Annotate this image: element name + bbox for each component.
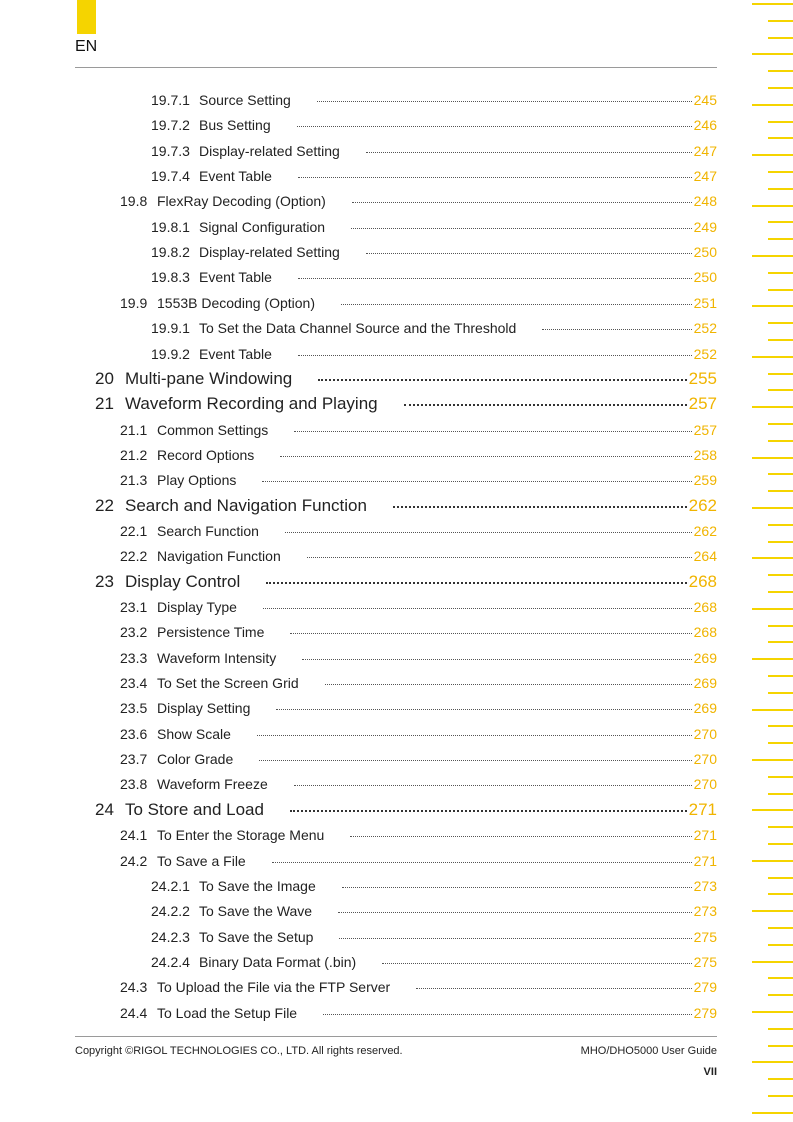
toc-dot-leader [338, 912, 692, 913]
edge-tick [768, 893, 793, 895]
edge-tick [768, 490, 793, 492]
toc-entry-page[interactable]: 247 [693, 168, 717, 185]
toc-entry-title: Event Table [199, 168, 272, 185]
toc-entry-number: 24.2.2 [151, 903, 190, 920]
toc-entry-title: Color Grade [157, 751, 234, 768]
edge-tick [768, 994, 793, 996]
toc-entry-title: To Store and Load [125, 799, 264, 819]
toc-entry-title: To Save the Setup [199, 928, 314, 945]
toc-entry-page[interactable]: 269 [693, 700, 717, 717]
edge-tick [768, 692, 793, 694]
toc-dot-leader [294, 431, 691, 432]
edge-tick [768, 37, 793, 39]
toc-entry-number: 24.1 [120, 827, 148, 844]
toc-dot-leader [280, 456, 691, 457]
toc-entry[interactable] [120, 650, 717, 666]
toc-entry-number: 21 [95, 394, 114, 414]
edge-tick [768, 238, 793, 240]
edge-tick [752, 3, 793, 5]
edge-tick [768, 87, 793, 89]
toc-dot-leader [262, 481, 691, 482]
toc-entry-page[interactable]: 275 [693, 953, 717, 970]
toc-entry-title: Navigation Function [157, 548, 281, 565]
edge-tick [768, 373, 793, 375]
toc-entry-page[interactable]: 269 [693, 675, 717, 692]
toc-entry-page[interactable]: 252 [693, 320, 717, 337]
edge-tick [768, 423, 793, 425]
edge-tick [768, 121, 793, 123]
toc-entry-page[interactable]: 268 [693, 599, 717, 615]
toc-dot-leader [339, 938, 691, 939]
edge-tick [752, 658, 793, 660]
toc-entry-page[interactable]: 279 [693, 1004, 717, 1021]
toc-entry-number: 22.1 [120, 522, 148, 539]
toc-dot-leader [352, 202, 692, 203]
toc-entry[interactable] [151, 903, 717, 919]
toc-entry[interactable] [120, 675, 717, 691]
toc-entry-number: 19.8 [120, 193, 148, 210]
toc-dot-leader [298, 355, 692, 356]
toc-dot-leader [341, 304, 692, 305]
toc-entry[interactable] [95, 572, 717, 592]
toc-entry-number: 19.7.1 [151, 92, 190, 108]
toc-entry-title: Play Options [157, 472, 237, 489]
toc-entry-title: 1553B Decoding (Option) [157, 294, 315, 311]
toc-entry-number: 19.7.2 [151, 117, 190, 134]
edge-tick [768, 473, 793, 475]
toc-entry-title: Binary Data Format (.bin) [199, 953, 357, 970]
edge-tick [768, 826, 793, 828]
toc-entry[interactable] [120, 751, 717, 767]
toc-entry-number: 21.2 [120, 446, 148, 463]
toc-dot-leader [272, 862, 692, 863]
edge-tick [768, 675, 793, 677]
guide-title: MHO/DHO5000 User Guide [580, 1045, 717, 1057]
edge-tick [768, 944, 793, 946]
toc-entry-page[interactable]: 258 [693, 446, 717, 463]
edge-tick [768, 793, 793, 795]
toc-dot-leader [290, 810, 687, 812]
toc-entry[interactable] [151, 168, 717, 184]
edge-tick [768, 591, 793, 593]
toc-entry[interactable] [120, 548, 717, 564]
edge-tick [752, 104, 793, 106]
page-number: VII [703, 1066, 717, 1078]
edge-tick [768, 171, 793, 173]
edge-tick [752, 1011, 793, 1013]
toc-entry-title: To Save the Wave [199, 903, 313, 920]
toc-entry-title: To Save a File [157, 852, 246, 869]
toc-entry[interactable] [120, 1005, 717, 1021]
edge-tick [752, 1112, 793, 1114]
toc-entry-number: 23.6 [120, 725, 148, 742]
toc-entry-page[interactable]: 271 [688, 799, 717, 819]
edge-tick [752, 759, 793, 761]
edge-tick [768, 843, 793, 845]
toc-entry-number: 22 [95, 495, 114, 515]
toc-entry-number: 24.3 [120, 979, 148, 996]
toc-entry[interactable] [120, 422, 717, 438]
toc-entry-title: Display-related Setting [199, 244, 340, 261]
toc-dot-leader [318, 379, 686, 381]
toc-entry-number: 20 [95, 368, 114, 388]
toc-entry-number: 19.9.2 [151, 345, 190, 362]
toc-entry[interactable] [151, 929, 717, 945]
toc-entry-number: 24 [95, 799, 114, 819]
toc-entry[interactable] [120, 726, 717, 742]
toc-entry-page[interactable]: 268 [688, 571, 717, 591]
edge-tick [752, 356, 793, 358]
edge-tick [752, 1061, 793, 1063]
toc-entry-page[interactable]: 262 [693, 522, 717, 539]
toc-entry-title: To Upload the File via the FTP Server [157, 979, 391, 996]
toc-entry-title: Event Table [199, 345, 272, 362]
toc-entry-number: 19.8.3 [151, 269, 190, 286]
edge-tick [752, 507, 793, 509]
toc-dot-leader [263, 608, 692, 609]
toc-entry-title: Display Setting [157, 700, 251, 717]
edge-tick [768, 524, 793, 526]
toc-entry-number: 23.4 [120, 675, 148, 692]
toc-entry-page[interactable]: 273 [693, 877, 717, 894]
toc-entry[interactable] [95, 800, 717, 820]
edge-tick [752, 305, 793, 307]
language-label: EN [75, 38, 98, 55]
toc-entry[interactable] [120, 827, 717, 843]
toc-entry-number: 24.2.1 [151, 877, 190, 894]
toc-dot-leader [298, 278, 692, 279]
toc-entry[interactable] [151, 219, 717, 235]
toc-dot-leader [276, 709, 691, 710]
edge-tick [768, 877, 793, 879]
edge-tick [752, 608, 793, 610]
edge-tick [752, 809, 793, 811]
edge-tick [768, 742, 793, 744]
toc-entry[interactable] [151, 346, 717, 362]
copyright-text: Copyright ©RIGOL TECHNOLOGIES CO., LTD. All rights reserved. [75, 1045, 403, 1057]
toc-entry-page[interactable]: 249 [693, 218, 717, 235]
toc-entry[interactable] [151, 143, 717, 159]
edge-tick [768, 541, 793, 543]
edge-tick [768, 725, 793, 727]
edge-tick [752, 205, 793, 207]
edge-tick [768, 641, 793, 643]
toc-entry-title: FlexRay Decoding (Option) [157, 193, 326, 210]
footer-rule [75, 1036, 717, 1037]
edge-tick [768, 1095, 793, 1097]
toc-entry-title: Show Scale [157, 725, 231, 742]
toc-dot-leader [325, 684, 692, 685]
edge-tick [768, 625, 793, 627]
toc-entry[interactable] [151, 117, 717, 133]
edge-tick [752, 860, 793, 862]
toc-entry-title: Display Type [157, 599, 237, 615]
toc-entry-number: 21.1 [120, 421, 148, 438]
toc-dot-leader [297, 126, 692, 127]
toc-entry-title: To Load the Setup File [157, 1004, 298, 1021]
toc-entry-title: Waveform Freeze [157, 776, 268, 793]
edge-tick [752, 709, 793, 711]
toc-dot-leader [298, 177, 692, 178]
toc-entry[interactable] [120, 776, 717, 792]
toc-entry-page[interactable]: 262 [688, 495, 717, 515]
edge-tick [768, 272, 793, 274]
toc-entry-number: 19.9.1 [151, 320, 190, 337]
edge-tick [768, 289, 793, 291]
toc-entry-title: Common Settings [157, 421, 269, 438]
toc-dot-leader [416, 988, 691, 989]
edge-tick [768, 221, 793, 223]
toc-entry-number: 23 [95, 571, 114, 591]
toc-dot-leader [404, 404, 687, 406]
edge-tick [752, 457, 793, 459]
toc-entry-number: 23.8 [120, 776, 148, 793]
toc-entry-page[interactable]: 245 [693, 92, 717, 108]
edge-thumb-index [752, 0, 793, 1122]
toc-entry[interactable] [151, 244, 717, 260]
edge-tick [768, 389, 793, 391]
edge-tick [768, 1078, 793, 1080]
toc-entry-title: Persistence Time [157, 624, 265, 641]
toc-dot-leader [285, 532, 692, 533]
toc-entry[interactable] [120, 599, 717, 615]
edge-tick [752, 53, 793, 55]
toc-entry-number: 22.2 [120, 548, 148, 565]
toc-entry-page[interactable]: 248 [693, 193, 717, 210]
toc-entry[interactable] [120, 523, 717, 539]
toc-dot-leader [350, 836, 691, 837]
toc-entry[interactable] [151, 92, 717, 108]
toc-entry-page[interactable]: 273 [693, 903, 717, 920]
toc-entry-page[interactable]: 270 [693, 776, 717, 793]
edge-tick [768, 977, 793, 979]
toc-entry[interactable] [120, 193, 717, 209]
toc-entry[interactable] [151, 954, 717, 970]
toc-entry-title: Source Setting [199, 92, 291, 108]
edge-tick [768, 440, 793, 442]
toc-entry-page[interactable]: 259 [693, 472, 717, 489]
toc-entry-number: 24.2 [120, 852, 148, 869]
toc-entry[interactable] [120, 447, 717, 463]
toc-entry-number: 21.3 [120, 472, 148, 489]
toc-entry-page[interactable]: 246 [693, 117, 717, 134]
edge-tick [752, 961, 793, 963]
toc-entry-page[interactable]: 269 [693, 649, 717, 666]
toc-entry-number: 23.3 [120, 649, 148, 666]
edge-tick [768, 776, 793, 778]
toc-entry-title: Bus Setting [199, 117, 271, 134]
toc-dot-leader [266, 582, 686, 584]
edge-tick [768, 1028, 793, 1030]
toc-entry-page[interactable]: 250 [693, 244, 717, 261]
edge-tick [752, 255, 793, 257]
toc-entry-title: Waveform Intensity [157, 649, 277, 666]
toc-dot-leader [302, 659, 691, 660]
toc-dot-leader [307, 557, 692, 558]
toc-entry[interactable] [95, 496, 717, 516]
toc-entry-title: Search and Navigation Function [125, 495, 367, 515]
toc-dot-leader [393, 506, 687, 508]
toc-entry-page[interactable]: 271 [693, 852, 717, 869]
toc-entry-page[interactable]: 268 [693, 624, 717, 641]
toc-dot-leader [257, 735, 692, 736]
toc-entry-title: To Enter the Storage Menu [157, 827, 325, 844]
edge-tick [752, 154, 793, 156]
toc-dot-leader [542, 329, 691, 330]
toc-entry-title: To Set the Data Channel Source and the Threshold [199, 320, 517, 337]
edge-tick [768, 574, 793, 576]
toc-entry[interactable] [151, 269, 717, 285]
toc-entry-page[interactable]: 255 [688, 368, 717, 388]
toc-entry-title: Event Table [199, 269, 272, 286]
toc-entry-page[interactable]: 250 [693, 269, 717, 286]
toc-entry-title: Multi-pane Windowing [125, 368, 293, 388]
toc-entry[interactable] [95, 394, 717, 414]
edge-tick [768, 927, 793, 929]
toc-entry-page[interactable]: 271 [693, 827, 717, 844]
toc-dot-leader [259, 760, 691, 761]
toc-entry[interactable] [120, 624, 717, 640]
toc-entry-number: 19.8.2 [151, 244, 190, 261]
toc-entry[interactable] [120, 700, 717, 716]
toc-entry-page[interactable]: 270 [693, 725, 717, 742]
toc-entry-page[interactable]: 270 [693, 751, 717, 768]
toc-entry-number: 23.5 [120, 700, 148, 717]
edge-tick [768, 137, 793, 139]
edge-tick [752, 557, 793, 559]
edge-tick [768, 188, 793, 190]
toc-entry-page[interactable]: 251 [693, 294, 717, 311]
toc-entry-number: 24.2.4 [151, 953, 190, 970]
edge-tick [768, 70, 793, 72]
toc-entry-number: 23.2 [120, 624, 148, 641]
toc-entry[interactable] [95, 369, 717, 389]
edge-tick [768, 322, 793, 324]
toc-entry-page[interactable]: 275 [693, 928, 717, 945]
toc-dot-leader [342, 887, 692, 888]
toc-entry-title: Record Options [157, 446, 255, 463]
toc-entry-number: 23.1 [120, 599, 148, 615]
toc-dot-leader [366, 152, 692, 153]
toc-entry-page[interactable]: 247 [693, 142, 717, 159]
toc-entry-page[interactable]: 264 [693, 548, 717, 565]
toc-entry-title: Search Function [157, 522, 259, 539]
toc-entry-number: 24.2.3 [151, 928, 190, 945]
toc-entry-number: 19.7.4 [151, 168, 190, 185]
toc-dot-leader [290, 633, 691, 634]
edge-tick [768, 20, 793, 22]
toc-entry-title: Display-related Setting [199, 142, 340, 159]
toc-entry-number: 19.7.3 [151, 142, 190, 159]
toc-entry-page[interactable]: 257 [693, 421, 717, 438]
toc-entry-title: To Set the Screen Grid [157, 675, 299, 692]
edge-tick [768, 1045, 793, 1047]
toc-dot-leader [323, 1014, 692, 1015]
toc-dot-leader [366, 253, 692, 254]
toc-entry[interactable] [120, 853, 717, 869]
toc-entry-title: Display Control [125, 571, 241, 591]
edge-tick [752, 406, 793, 408]
toc-entry-page[interactable]: 252 [693, 345, 717, 362]
toc-entry-title: To Save the Image [199, 877, 316, 894]
toc-entry-title: Signal Configuration [199, 218, 326, 235]
toc-entry-page[interactable]: 279 [693, 979, 717, 996]
toc-entry[interactable] [120, 472, 717, 488]
toc-entry-page[interactable]: 257 [688, 394, 717, 414]
toc-dot-leader [382, 963, 691, 964]
toc-dot-leader [294, 785, 692, 786]
toc-entry-number: 23.7 [120, 751, 148, 768]
toc-entry-number: 19.9 [120, 294, 148, 311]
edge-tick [768, 339, 793, 341]
toc-entry-number: 19.8.1 [151, 218, 190, 235]
toc-entry[interactable] [120, 295, 717, 311]
edge-tick [752, 910, 793, 912]
toc-dot-leader [317, 101, 692, 102]
toc-entry-title: Waveform Recording and Playing [125, 394, 378, 414]
toc-dot-leader [351, 228, 692, 229]
toc-entry-number: 24.4 [120, 1004, 148, 1021]
toc-entry[interactable] [151, 878, 717, 894]
toc-entry[interactable] [151, 320, 717, 336]
toc-entry[interactable] [120, 979, 717, 995]
